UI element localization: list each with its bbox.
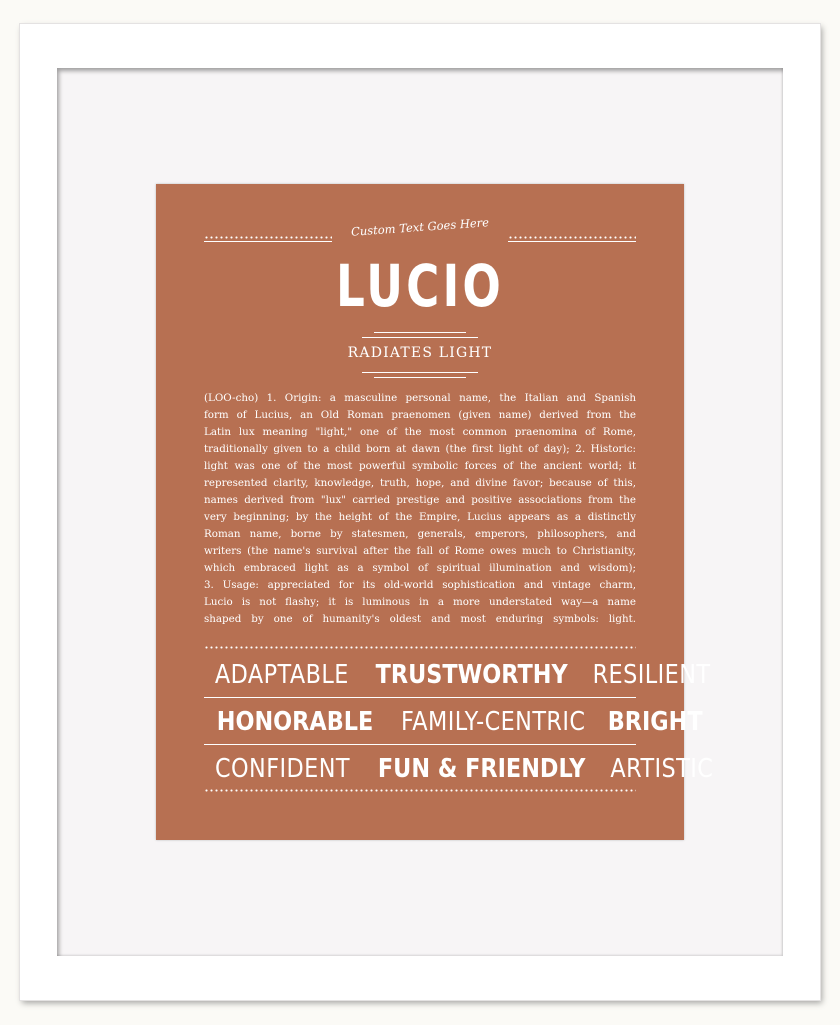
name-print [156,184,714,840]
picture-frame [20,24,820,1000]
trait-word: ADAPTABLE [214,660,349,690]
custom-text: Custom Text Goes Here [350,215,490,239]
trait-row [204,751,714,787]
footer-dotted-rule [204,789,636,792]
definition-line: very beginning; by the height of the Empire, Lucius appears as a distinctly [204,511,636,523]
definition-line: traditionally given to a child born at dawn (the first light of day); 2. Historic: [204,443,636,455]
definition-line: shaped by one of humanity's oldest and most enduring symbols: light. [204,613,636,625]
header-rule-right [508,241,636,242]
definition-line: names derived from "lux" carried prestige and positive associations from the [204,494,636,506]
definition-line: Roman name, borne by statesmen, generals, emperors, philosophers, and [204,528,636,540]
name-definition [204,390,636,628]
trait-word: FUN & FRIENDLY [377,754,586,784]
trait-word: TRUSTWORTHY [375,660,568,690]
header-dotted-rule-left [204,236,332,239]
definition-line: 3. Usage: appreciated for its old-world sophistication and vintage charm, [204,579,636,591]
trait-word: RESILIENT [592,660,711,690]
definition-dotted-rule [204,646,636,649]
trait-word: HONORABLE [216,707,374,737]
name-underline-lower [362,337,478,338]
definition-line: form of Lucius, an Old Roman praenomen (given name) derived from the [204,409,636,421]
trait-word: CONFIDENT [214,754,350,784]
header-rule-left [204,241,332,242]
definition-line: writers (the name's survival after the fall of Rome owes much to Christianity, [204,545,636,557]
definition-line: represented clarity, knowledge, truth, hope, and divine favor; because of this, [204,477,636,489]
definition-line: Latin lux meaning "light," one of the most common praenomina of Rome, [204,426,636,438]
definition-line: (LOO-cho) 1. Origin: a masculine personal name, the Italian and Spanish [204,392,636,404]
trait-word: BRIGHT [608,707,704,737]
mat-board [57,68,783,956]
trait-row-divider [204,697,636,698]
trait-row-divider [204,744,636,745]
meaning-underline-lower [374,377,466,378]
trait-word: FAMILY-CENTRIC [401,707,586,737]
trait-row [204,704,704,740]
header-dotted-rule-right [508,236,636,239]
meaning-underline-upper [362,372,478,373]
definition-line: Lucio is not flashy; it is luminous in a more understated way—a name [204,596,636,608]
name-underline-upper [374,332,466,333]
definition-line: light was one of the most powerful symbolic forces of the ancient world; it [204,460,636,472]
name-title: LUCIO [335,252,505,320]
trait-word: ARTISTIC [610,754,714,784]
trait-row [204,657,711,693]
definition-line: which embraced light as a symbol of spiritual illumination and wisdom); [204,562,636,574]
name-meaning: RADIATES LIGHT [347,345,493,361]
